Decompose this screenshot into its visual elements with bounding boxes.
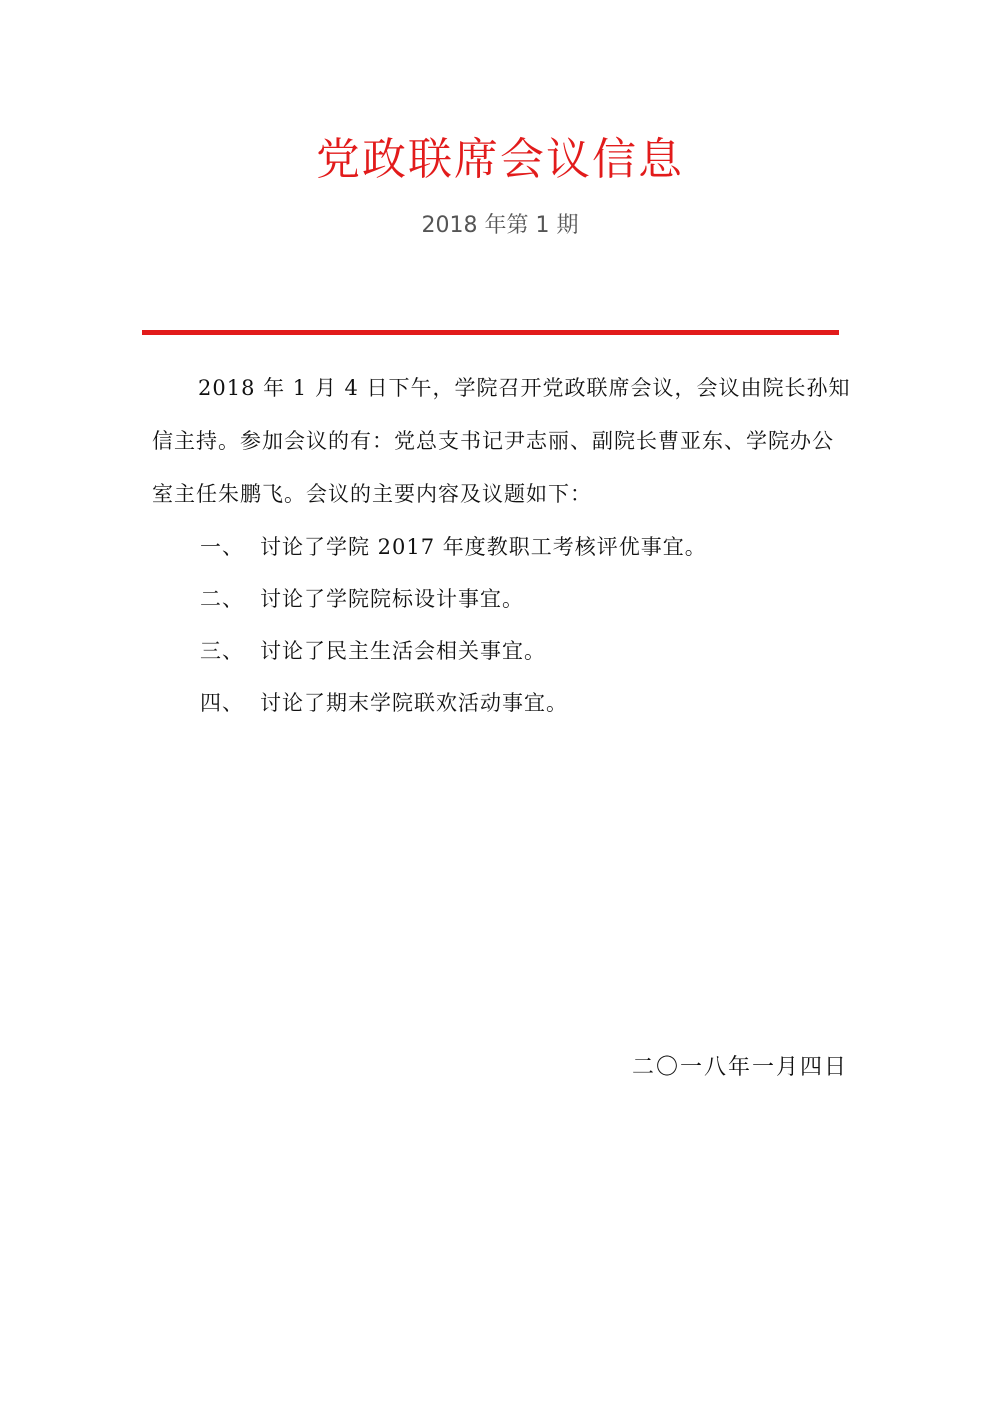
intro-paragraph: 2018 年 1 月 4 日下午，学院召开党政联席会议，会议由院长孙知信主持。参加会议的有：党总支书记尹志丽、副院长曹亚东、学院办公室主任朱鹏飞。会议的主要内容及议题如下： [152, 376, 851, 506]
agenda-item-text: 讨论了学院院标设计事宜。 [260, 587, 524, 611]
document-title: 党政联席会议信息 [316, 134, 684, 185]
agenda-item-number: 四、 [200, 691, 244, 715]
agenda-item-number: 二、 [200, 587, 244, 611]
agenda-item [200, 521, 840, 573]
agenda-item-number: 一、 [200, 535, 244, 559]
agenda-item [200, 677, 840, 729]
signature-date: 二〇一八年一月四日 [631, 1055, 848, 1080]
agenda-item [200, 625, 840, 677]
issue-number: 2018 年第 1 期 [421, 213, 579, 238]
agenda-item [200, 573, 840, 625]
agenda-item-text: 讨论了学院 2017 年度教职工考核评优事宜。 [260, 535, 707, 559]
red-divider [142, 330, 839, 335]
agenda-item-text: 讨论了期末学院联欢活动事宜。 [260, 691, 568, 715]
agenda-item-text: 讨论了民主生活会相关事宜。 [260, 639, 546, 663]
agenda-item-number: 三、 [200, 639, 244, 663]
agenda-list [200, 521, 840, 729]
